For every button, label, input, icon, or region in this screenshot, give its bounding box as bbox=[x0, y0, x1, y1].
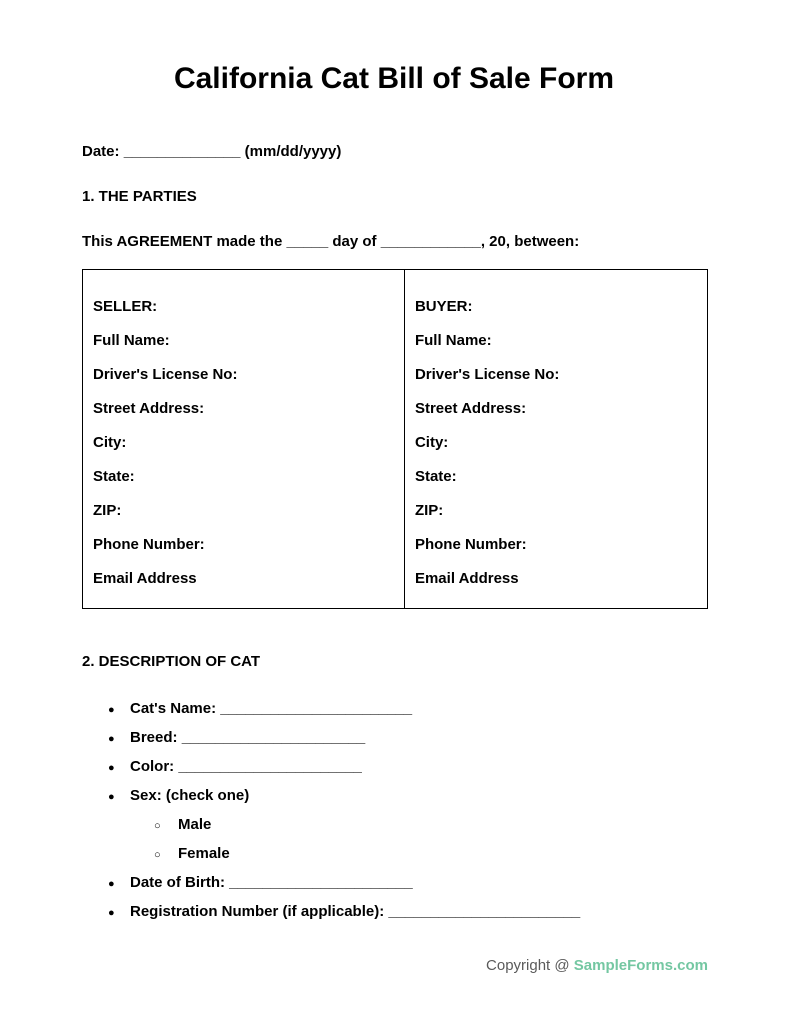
buyer-field-street-address: Street Address: bbox=[414, 399, 527, 417]
item-blank: ______________________ bbox=[181, 728, 366, 746]
list-item-color bbox=[82, 753, 706, 782]
list-item-sex bbox=[82, 782, 706, 811]
seller-field-drivers-license: Driver's License No: bbox=[93, 365, 238, 383]
cat-description-list bbox=[82, 695, 706, 927]
date-label: Date: bbox=[82, 142, 120, 160]
seller-field-street-address: Street Address: bbox=[93, 399, 205, 417]
date-blank: ______________ bbox=[123, 142, 241, 160]
parties-table bbox=[82, 269, 708, 609]
date-line bbox=[82, 143, 706, 161]
item-text bbox=[130, 869, 413, 897]
circle-icon: ○ bbox=[154, 819, 161, 832]
buyer-field-full-name: Full Name: bbox=[414, 331, 492, 349]
item-label: Date of Birth: bbox=[130, 873, 225, 891]
agreement-day-blank: _____ bbox=[286, 232, 329, 250]
bullet-icon: ● bbox=[108, 761, 115, 774]
footer bbox=[82, 957, 708, 975]
item-text bbox=[130, 695, 412, 723]
agreement-line bbox=[82, 233, 706, 251]
agreement-month-blank: ____________ bbox=[380, 232, 481, 250]
section-heading-parties: 1. THE PARTIES bbox=[82, 187, 197, 205]
buyer-header: BUYER: bbox=[414, 297, 473, 315]
seller-field-phone: Phone Number: bbox=[93, 535, 205, 553]
buyer-field-state: State: bbox=[414, 467, 457, 485]
buyer-field-drivers-license: Driver's License No: bbox=[414, 365, 560, 383]
option-label: Male bbox=[178, 815, 212, 833]
agreement-mid: day of bbox=[332, 232, 377, 250]
agreement-suffix: , 20, between: bbox=[480, 232, 580, 250]
item-text bbox=[130, 753, 362, 781]
item-text bbox=[130, 782, 249, 810]
buyer-field-phone: Phone Number: bbox=[414, 535, 527, 553]
sex-option-male bbox=[82, 811, 706, 840]
buyer-column bbox=[404, 270, 707, 608]
buyer-field-city: City: bbox=[414, 433, 449, 451]
seller-field-full-name: Full Name: bbox=[93, 331, 170, 349]
seller-field-city: City: bbox=[93, 433, 127, 451]
copyright-text: Copyright @ bbox=[486, 956, 570, 974]
item-label: Breed: bbox=[130, 728, 178, 746]
list-item-breed bbox=[82, 724, 706, 753]
agreement-prefix: This AGREEMENT made the bbox=[82, 232, 283, 250]
item-label: Color: bbox=[130, 757, 175, 775]
list-item-cat-name bbox=[82, 695, 706, 724]
seller-field-email: Email Address bbox=[93, 569, 197, 587]
list-item-date-of-birth bbox=[82, 869, 706, 898]
list-item-registration-number bbox=[82, 898, 706, 927]
bullet-icon: ● bbox=[108, 906, 115, 919]
page-title: California Cat Bill of Sale Form bbox=[173, 62, 615, 95]
item-label: Cat's Name: bbox=[130, 699, 217, 717]
seller-header: SELLER: bbox=[93, 297, 158, 315]
option-label: Female bbox=[178, 844, 230, 862]
seller-field-zip: ZIP: bbox=[93, 501, 122, 519]
item-blank: ______________________ bbox=[178, 757, 362, 775]
bullet-icon: ● bbox=[108, 703, 115, 716]
bullet-icon: ● bbox=[108, 877, 115, 890]
section-heading-cat: 2. DESCRIPTION OF CAT bbox=[82, 652, 261, 670]
item-blank: _______________________ bbox=[220, 699, 413, 717]
bullet-icon: ● bbox=[108, 790, 115, 803]
item-blank: _______________________ bbox=[388, 902, 581, 920]
item-label: Registration Number (if applicable): bbox=[130, 902, 385, 920]
seller-field-state: State: bbox=[93, 467, 135, 485]
item-label: Sex: (check one) bbox=[130, 786, 250, 804]
sex-option-female bbox=[82, 840, 706, 869]
item-text bbox=[130, 724, 365, 752]
item-blank: ______________________ bbox=[229, 873, 413, 891]
buyer-field-zip: ZIP: bbox=[414, 501, 444, 519]
buyer-field-email: Email Address bbox=[414, 569, 519, 587]
brand-link[interactable]: SampleForms.com bbox=[573, 956, 708, 974]
date-format-hint: (mm/dd/yyyy) bbox=[244, 142, 342, 160]
bullet-icon: ● bbox=[108, 732, 115, 745]
circle-icon: ○ bbox=[154, 848, 161, 861]
seller-column bbox=[83, 270, 404, 608]
item-text bbox=[130, 898, 580, 926]
